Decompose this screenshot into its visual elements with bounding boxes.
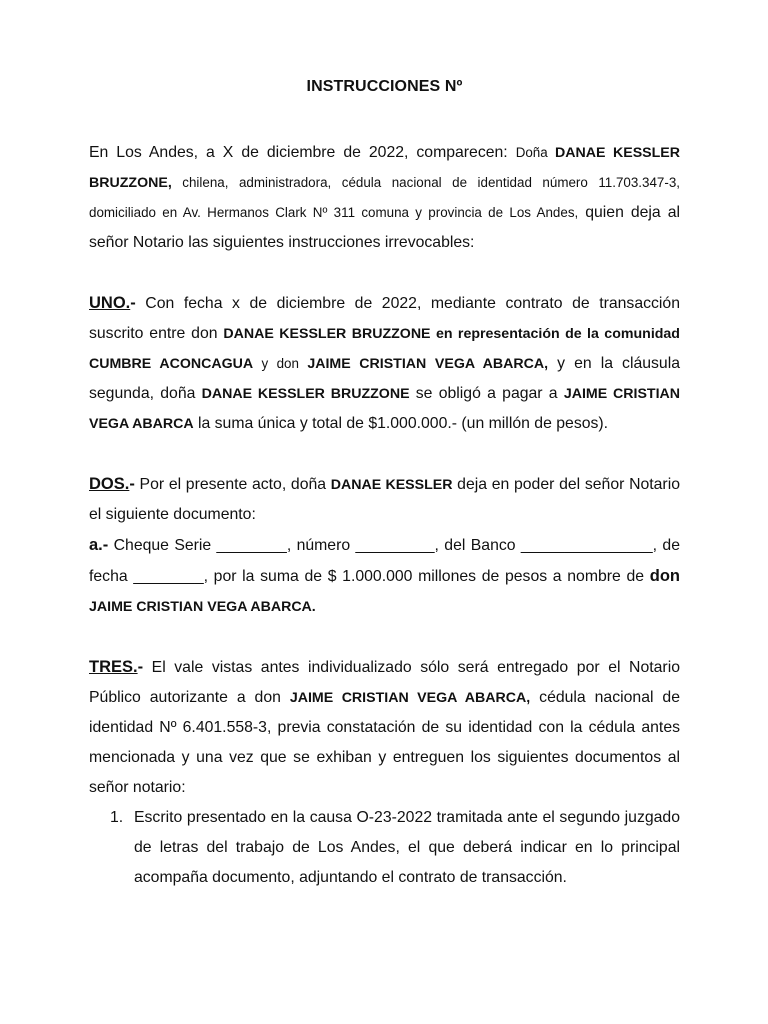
party-name: DANAE KESSLER BRUZZONE <box>201 386 410 402</box>
party-name: DANAE KESSLER <box>330 477 453 493</box>
clause-text: Por el presente acto, doña <box>134 476 331 493</box>
list-item-text: Escrito presentado en la causa O-23-2022 tramitada ante el segundo juzgado de letras del trabajo de Los Andes, el que deberá indicar en lo principal acompaña documento, adjuntando el contrato de transacción. <box>134 809 680 886</box>
document-title: INSTRUCCIONES Nº <box>306 78 463 95</box>
party-name: JAIME CRISTIAN VEGA ABARCA, <box>307 356 549 372</box>
intro-paragraph <box>89 138 680 258</box>
party-name: DANAE KESSLER BRUZZONE en representación de la comunidad CUMBRE ACONCAGUA <box>89 326 680 372</box>
intro-text: Doña <box>515 145 556 160</box>
party-name: DANAE KESSLER BRUZZONE, <box>89 145 681 191</box>
intro-text: chilena, administradora, cédula nacional de identidad número 11.703.347-3, domiciliado en Av. Hermanos Clark Nº 311 comuna y provincia de Los Andes, <box>89 175 680 220</box>
clause-text: deja en poder del señor Notario el siguiente documento: <box>89 476 680 523</box>
clause-tres <box>89 652 680 803</box>
item-don: don <box>649 567 680 585</box>
item-label: a.- <box>89 536 109 554</box>
intro-text: En Los Andes, a X de diciembre de 2022, comparecen: <box>89 144 516 161</box>
clause-text: y en la cláusula segunda, doña <box>89 355 681 402</box>
clause-dash: - <box>130 294 136 312</box>
party-name: JAIME CRISTIAN VEGA ABARCA. <box>89 599 316 615</box>
party-name: JAIME CRISTIAN VEGA ABARCA, <box>289 690 531 706</box>
clause-text: Con fecha x de diciembre de 2022, mediante contrato de transacción suscrito entre don <box>89 295 680 342</box>
intro-text: quien deja al señor Notario las siguientes instrucciones irrevocables: <box>89 204 680 251</box>
clause-label: UNO. <box>89 294 131 312</box>
clause-dos-item-a <box>89 530 680 622</box>
clause-text: cédula nacional de identidad Nº 6.401.558-3, previa constatación de su identidad con la cédula antes mencionada y una vez que se exhiban y entreguen los siguientes documentos al señor notario: <box>89 689 680 796</box>
clause-label: TRES. <box>89 658 138 676</box>
clause-label: DOS. <box>89 475 130 493</box>
party-name: JAIME CRISTIAN VEGA ABARCA <box>89 386 681 432</box>
documents-list <box>89 803 680 893</box>
document-page <box>89 70 680 893</box>
list-item <box>89 803 680 893</box>
clause-dash: - <box>129 475 135 493</box>
clause-dash: - <box>137 658 144 676</box>
list-item-number: 1. <box>110 809 124 826</box>
clause-text: y don <box>253 356 308 371</box>
clause-text: El vale vistas antes individualizado sólo será entregado por el Notario Público autorizante a don <box>89 659 680 706</box>
clause-text: se obligó a pagar a <box>409 385 564 402</box>
clause-uno <box>89 288 680 439</box>
clause-text: la suma única y total de $1.000.000.- (un millón de pesos). <box>193 415 609 432</box>
clause-dos <box>89 469 680 530</box>
item-text: Cheque Serie ________, número _________, del Banco _______________, de fecha ________, por la suma de $ 1.000.000 millones de pesos a nombre de <box>89 537 680 585</box>
